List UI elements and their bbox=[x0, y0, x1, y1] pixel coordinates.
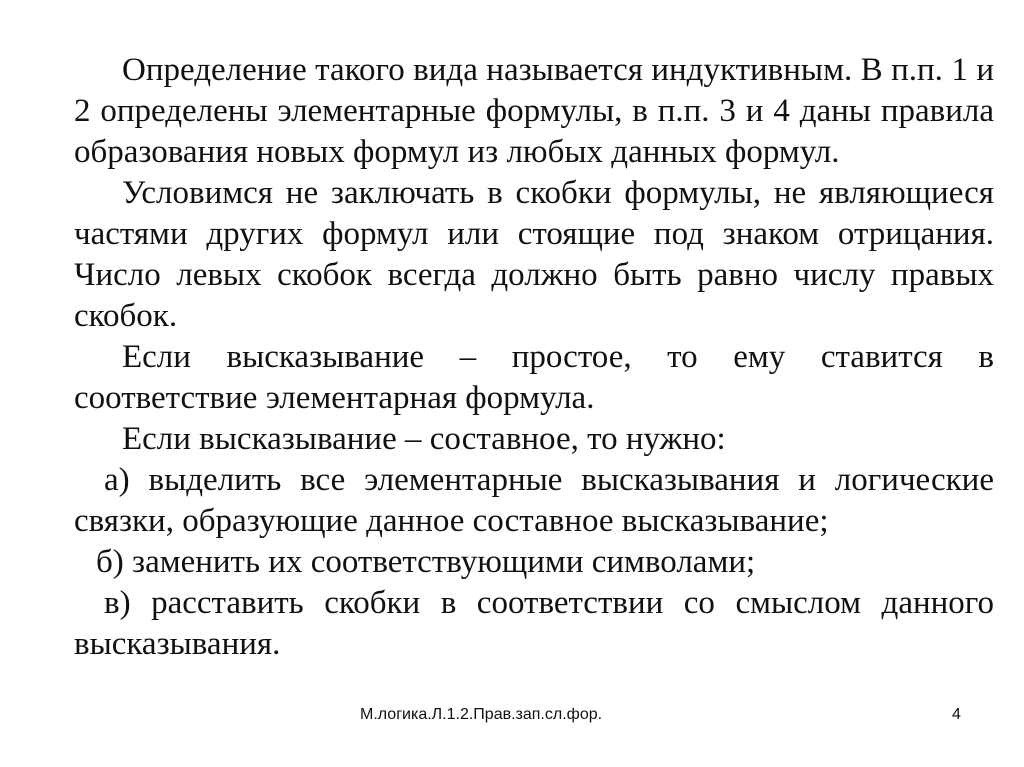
list-item-a: а) выделить все элементарные высказывания и логические связки, образующие данное составное высказывание; bbox=[74, 462, 994, 539]
paragraph-simple-statement: Если высказывание – простое, то ему ставится в соответствие элементарная формула. bbox=[74, 339, 994, 416]
page-number: 4 bbox=[952, 706, 961, 723]
paragraph-brackets-convention: Условимся не заключать в скобки формулы, не являющиеся частями других формул или стоящие под знаком отрицания. Число левых скобок всегда должно быть равно числу правых скобок. bbox=[74, 175, 994, 334]
paragraph-inductive-definition: Определение такого вида называется индуктивным. В п.п. 1 и 2 определены элементарные формулы, в п.п. 3 и 4 даны правила образования новых формул из любых данных формул. bbox=[74, 52, 994, 170]
footer-label: М.логика.Л.1.2.Прав.зап.сл.фор. bbox=[360, 706, 603, 723]
list-item-b: б) заменить их соответствующими символами; bbox=[96, 544, 756, 580]
list-item-c: в) расставить скобки в соответствии со смыслом данного высказывания. bbox=[74, 585, 994, 662]
slide-body bbox=[74, 50, 994, 665]
paragraph-compound-statement: Если высказывание – составное, то нужно: bbox=[122, 421, 726, 457]
